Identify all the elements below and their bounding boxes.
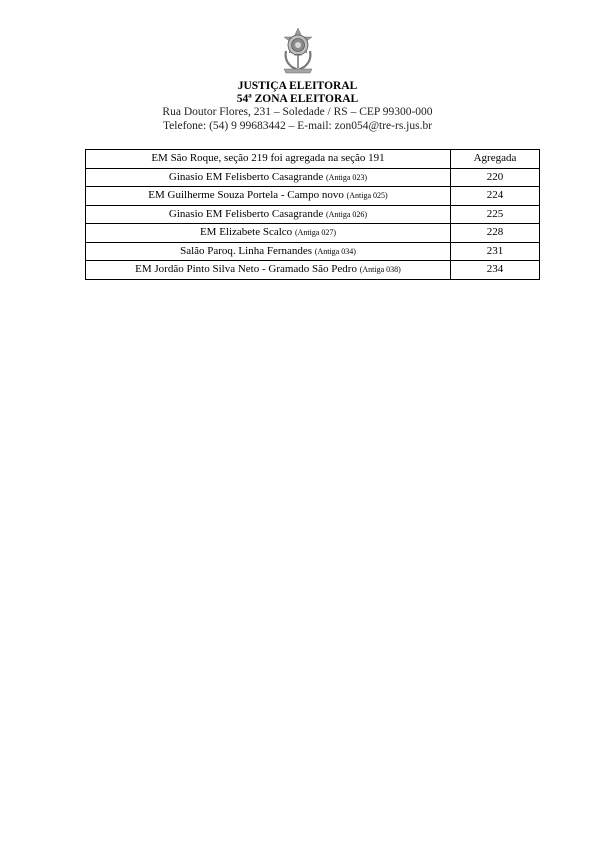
- header-location-cell: EM São Roque, seção 219 foi agregada na seção 191: [86, 150, 451, 169]
- section-number: 224: [451, 187, 540, 206]
- former-section-note: (Antiga 034): [314, 246, 356, 256]
- section-number: 228: [451, 224, 540, 243]
- sections-table: [85, 149, 540, 280]
- coat-of-arms-icon: [278, 27, 318, 75]
- location-name: Salão Paroq. Linha Fernandes: [180, 244, 313, 257]
- location-name: Ginasio EM Felisberto Casagrande: [168, 170, 324, 183]
- section-number: 231: [451, 242, 540, 261]
- table-row: [86, 205, 540, 224]
- former-section-note: (Antiga 027): [294, 228, 337, 238]
- location-name: EM Jordão Pinto Silva Neto - Gramado São Pedro: [135, 263, 357, 276]
- contact-line: Telefone: (54) 9 99683442 – E-mail: zon054@tre-rs.jus.br: [162, 119, 433, 132]
- location-cell: [86, 187, 451, 206]
- former-section-note: (Antiga 026): [325, 209, 368, 219]
- location-cell: [86, 205, 451, 224]
- section-number: 234: [451, 261, 540, 280]
- table-row: [86, 224, 540, 243]
- location-name: Ginasio EM Felisberto Casagrande: [168, 207, 324, 220]
- location-name: EM Elizabete Scalco: [199, 226, 293, 239]
- table-row: [86, 242, 540, 261]
- former-section-note: (Antiga 038): [359, 265, 401, 275]
- former-section-note: (Antiga 025): [346, 191, 388, 201]
- institution-title: JUSTIÇA ELEITORAL: [237, 80, 358, 92]
- document-header: [0, 27, 595, 133]
- location-cell: [86, 261, 451, 280]
- location-cell: [86, 242, 451, 261]
- section-number: 220: [451, 168, 540, 187]
- address-line: Rua Doutor Flores, 231 – Soledade / RS – CEP 99300-000: [162, 106, 433, 118]
- location-name: EM Guilherme Souza Portela - Campo novo: [148, 189, 344, 202]
- header-aggregated-cell: Agregada: [451, 150, 540, 169]
- section-number: 225: [451, 205, 540, 224]
- table-row: [86, 168, 540, 187]
- table-row: [86, 261, 540, 280]
- table-row: [86, 187, 540, 206]
- zone-title: 54ª ZONA ELEITORAL: [236, 93, 359, 105]
- location-cell: [86, 224, 451, 243]
- table-header-row: [86, 150, 540, 169]
- former-section-note: (Antiga 023): [325, 172, 368, 182]
- location-cell: [86, 168, 451, 187]
